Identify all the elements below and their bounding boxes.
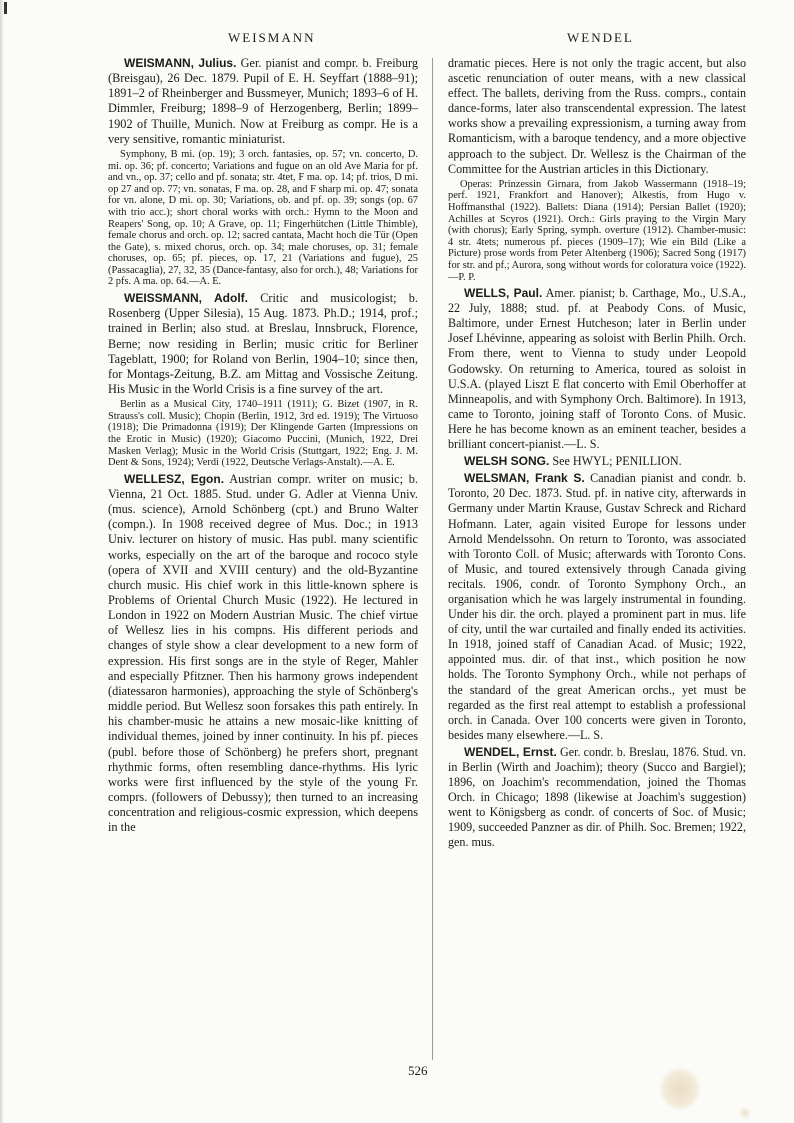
right-column — [448, 56, 746, 853]
entry-weismann-julius — [108, 56, 418, 147]
headword: WELSMAN, Frank S. — [464, 471, 585, 486]
works-list: Symphony, B mi. (op. 19); 3 orch. fantasies, op. 57; vn. concerto, D. mi. op. 36; pf. concerto; Variations and fugue on an old Ave Maria for pf. and vn., op. 37; cello and pf. sonata; str. 4tet, F ma. op. 14; pf. trios, D mi. op 27 and op. 77; vn. sonatas, F ma. op. 28, and F sharp mi. op. 47; sonata for vn. alone, D mi. op. 30; Variations, ob. and pf. op. 39; songs (op. 67 with trio acc.); short choral works with orch.: Hymn to the Moon and Reapers' Song, op. 10; A Grave, op. 11; Fingerhütchen (Little Thimble), female chorus and orch. op. 12; sacred cantata, Macht hoch die Tür (Open the Gate), s. mixed chorus, orch. op. 34; male choruses, op. 31; female choruses, op. 65; pf. pieces, op. 17, 21 (Variations and fugue), 25 (Passacaglia), 27, 32, 35 (Dance-fantasy, also for orch.), 48; Variations for 2 pfs. A ma. op. 64.—A. E. — [108, 148, 418, 288]
paper-stain — [738, 1106, 752, 1120]
page-edge — [0, 0, 4, 1123]
works-list: Berlin as a Musical City, 1740–1911 (1911); G. Bizet (1907, in R. Strauss's coll. Music); Chopin (Berlin, 1912, 3rd ed. 1919); The Virtuoso (1918); Die Primadonna (1919); Der Klingende Garten (Impressions on the Erotic in Music) (1920); Giacomo Puccini, (Munich, 1922, Drei Masken Verlag); Music in the World Crisis (Stuttgart, 1922; Eng. J. M. Dent & Sons, 1924); Verdi (1922, Deutsche Verlags-Anstalt).—A. E. — [108, 399, 418, 469]
entry-welsman-frank — [448, 471, 746, 743]
entry-text: Canadian pianist and condr. b. Toronto, 20 Dec. 1873. Stud. pf. in native city, afterwards in Germany under Martin Krause, Gustav Schreck and Richard Hofmann. Later, again visited Europe for lessons under Arnold Mendelssohn. On return to Toronto, was associated with Toronto Coll. of Music; afterwards with Toronto Cons. of Music, and toured extensively through Canada giving recitals. 1906, condr. of Toronto Symphony Orch., an organisation which he was largely instrumental in founding. Under his dir. the orch. played a prominent part in mus. life of city, until the war curtailed and finally ended its activities. In 1918, joined staff of Canadian Acad. of Music; 1922, appointed mus. dir. of that inst., which position he now holds. The Toronto Symphony Orch., while not perhaps of the standard of the great American orchs., yet must be regarded as the first real attempt to establish a professional orch. in Canada. Over 100 concerts were given in Toronto, besides many elsewhere.—L. S. — [448, 471, 746, 742]
cross-reference-welsh-song — [448, 454, 746, 469]
running-head-left: WEISMANN — [228, 30, 316, 45]
page-number: 526 — [408, 1063, 428, 1078]
margin-mark — [4, 2, 7, 14]
entry-wendel-ernst — [448, 745, 746, 851]
works-list: Operas: Prinzessin Girnara, from Jakob Wassermann (1918–19; perf. 1921, Frankfort and Hanover); Alkestis, from Hugo v. Hoffmansthal (1922). Ballets: Diana (1914); Persian Ballet (1920); Achilles at Scyros (1921). Orch.: Girls praying to the Virgin Mary (with chorus); Early Spring, symph. overture (1912). Chamber-music: 4 str. 4tets; numerous pf. pieces (1909–17); Wie ein Bild (Like a Picture) prose words from Peter Altenberg (1906); Sacred Song (1917) for str. and pf.; Aurora, song without words for coloratura voice (1922).—P. P. — [448, 178, 746, 283]
headword: WEISSMANN, Adolf. — [124, 291, 248, 306]
entry-continuation: dramatic pieces. Here is not only the tragic accent, but also ascetic renunciation of outer means, with a new classical effect. The ballets, deriving from the Russ. comprs., contain dance-forms, later also transcendental expression. The latest works show a prevailing expressionism, a turning away from Romanticism, with a baroque tendency, and a more objective approach to the subject. Dr. Wellesz is the Chairman of the Committee for the Austrian articles in this Dictionary. — [448, 56, 746, 176]
column-divider — [432, 58, 433, 1060]
entry-text: Amer. pianist; b. Carthage, Mo., U.S.A., 22 July, 1888; stud. pf. at Peabody Cons. of Music, Baltimore, under Ernest Hutcheson; later in Berlin under Josef Lhévinne, appearing as soloist with Berlin Philh. Orch. From there, went to Vienna to study under Leopold Godowsky. On returning to America, toured as soloist in U.S.A. (played Liszt E flat concerto with Emil Oberhoffer at Minneapolis, and with Symphony Orch. Baltimore). In 1913, came to Toronto, joining staff of Toronto Cons. of Music. Here he has become known as an eminent teacher, besides a brilliant concert-pianist.—L. S. — [448, 286, 746, 452]
entry-wells-paul — [448, 286, 746, 452]
paper-stain — [660, 1068, 700, 1110]
running-head-right: WENDEL — [567, 30, 634, 45]
cross-reference-text: See HWYL; PENILLION. — [552, 454, 682, 469]
entry-text: Critic and musicologist; b. Rosenberg (Upper Silesia), 15 Aug. 1873. Ph.D.; 1914, prof.; trained in Berlin; also stud. at Breslau, Innsbruck, Florence, Berne; now residing in Berlin; music critic for Berliner Tageblatt, 1900; for Roland von Berlin, 1904–10; since then, for Montags-Zeitung, B.Z. am Mittag and Vossische Zeitung. His Music in the World Crisis is a fine survey of the art. — [108, 291, 418, 396]
entry-text: Ger. pianist and compr. b. Freiburg (Breisgau), 26 Dec. 1879. Pupil of E. H. Seyffart (1888–91); 1891–2 of Rheinberger and Bussmeyer, Munich; 1893–6 of H. Dimmler, Freiburg; 1898–9 of Herzogenberg, Berlin; 1899–1902 of Thuille, Munich. Now at Freiburg as compr. He is a very sensitive, romantic miniaturist. — [108, 56, 418, 146]
headword: WELSH SONG. — [464, 454, 550, 469]
entry-wellesz-egon — [108, 472, 418, 836]
entry-weissmann-adolf — [108, 291, 418, 397]
headword: WELLS, Paul. — [464, 286, 543, 301]
entry-text: Ger. condr. b. Breslau, 1876. Stud. vn. in Berlin (Wirth and Joachim); theory (Succo and Bargiel); 1896, on Joachim's recommendation, joined the Thomas Orch. in Chicago; 1898 (likewise at Joachim's suggestion) went to Königsberg as condr. of concerts of Soc. of Music; 1909, succeeded Panzner as dir. of Philh. Soc. Bremen; 1922, gen. mus. — [448, 744, 747, 850]
headword: WENDEL, Ernst. — [464, 744, 557, 759]
entry-text: Austrian compr. writer on music; b. Vienna, 21 Oct. 1885. Stud. under G. Adler at Vienna Univ. (mus. science), Arnold Schönberg (cpt.) and Bruno Walter (compn.). In 1908 received degree of Mus. Doc.; in 1913 Univ. lecturer on history of music. Has publ. many scientific works, especially on the art of the baroque and rococo style (opera of XVII and XVIII century) and the old-Byzantine church music. His chief work in this little-known sphere is Problems of Oriental Church Music (1922). He lectured in London in 1922 on Modern Austrian Music. The chief virtue of Wellesz lies in his compns. His different periods and changes of style show a clear development to a new form of expression. His first songs are in the style of Reger, Mahler and especially Pfitzner. Then his harmony grows independent (diatessaron harmonies), approaching the style of Schönberg's middle period. But Wellesz soon forsakes this path entirely. In his chamber-music he attains a new mosaic-like knitting of individual themes, joined by inner continuity. In his pf. pieces (publ. before those of Schönberg) he prefers short, pregnant rhythmic forms, often resembling dance-rhythms. His lyric works were first influenced by the style of the young Fr. comprs. (followers of Debussy); then turned to an increasing concentration and religious-cosmic expression, which deepens in the — [108, 471, 419, 835]
headword: WEISMANN, Julius. — [124, 56, 237, 70]
left-column — [108, 56, 418, 837]
headword: WELLESZ, Egon. — [124, 471, 225, 486]
